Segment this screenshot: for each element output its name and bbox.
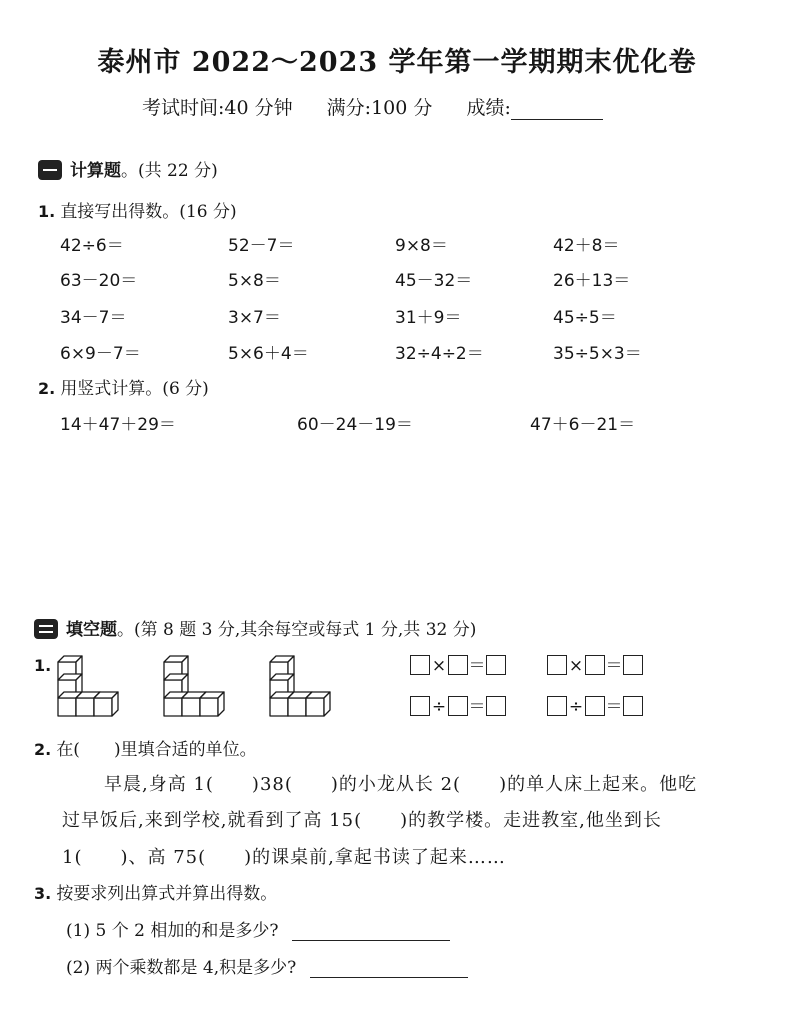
answer-box[interactable] [623, 655, 643, 675]
calc-item: 31＋9＝ [395, 308, 462, 328]
full-score: 满分:100 分 [326, 97, 433, 119]
s1-q1-title [38, 197, 237, 222]
calc-item: 52－7＝ [228, 236, 295, 256]
question-number: 1. [34, 656, 52, 675]
calc-item: 6×9－7＝ [60, 344, 141, 364]
question-text: 按要求列出算式并算出得数。 [56, 884, 278, 904]
section1-title: 计算题 [70, 161, 121, 181]
unit-cube [94, 692, 118, 716]
s2-q3-title [34, 879, 277, 904]
divide-sign: ÷ [431, 697, 447, 717]
calc-item: 32÷4÷2＝ [395, 344, 484, 364]
unit-cube [306, 692, 330, 716]
times-sign: × [431, 656, 447, 676]
answer-box[interactable] [410, 655, 430, 675]
section1-note: 。(共 22 分) [121, 161, 218, 181]
calc-item: 5×6＋4＝ [228, 344, 309, 364]
section2-note: 。(第 8 题 3 分,其余每空或每式 1 分,共 32 分) [117, 620, 477, 640]
calc-item: 45－32＝ [395, 271, 473, 291]
equals-sign: ＝ [468, 656, 486, 676]
sub-question-text: (1) 5 个 2 相加的和是多少? [66, 921, 279, 941]
answer-line[interactable] [310, 957, 468, 978]
exam-info [142, 93, 631, 120]
work-area[interactable] [40, 440, 760, 610]
answer-box[interactable] [623, 696, 643, 716]
section2-heading [34, 615, 476, 640]
calc-item: 3×7＝ [228, 308, 281, 328]
s1-q2-title [38, 374, 209, 399]
calc-item: 9×8＝ [395, 236, 448, 256]
s2-q2-title [34, 735, 257, 760]
cube-figure-3 [268, 648, 350, 718]
question-text: 直接写出得数。(16 分) [60, 202, 237, 222]
answer-box[interactable] [486, 696, 506, 716]
calc-item: 42÷6＝ [60, 236, 124, 256]
score-blank[interactable] [511, 99, 603, 120]
divide-sign: ÷ [568, 697, 584, 717]
calc-item: 34－7＝ [60, 308, 127, 328]
answer-box[interactable] [448, 696, 468, 716]
question-number: 1. [38, 202, 56, 221]
calc-item: 45÷5＝ [553, 308, 617, 328]
answer-line[interactable] [292, 920, 450, 941]
question-number: 3. [34, 884, 52, 903]
answer-box[interactable] [410, 696, 430, 716]
answer-box[interactable] [585, 696, 605, 716]
score-label: 成绩: [466, 97, 511, 119]
unit-cube [200, 692, 224, 716]
question-text: 用竖式计算。(6 分) [60, 379, 209, 399]
section2-title: 填空题 [66, 620, 117, 640]
calc-item: 26＋13＝ [553, 271, 631, 291]
calc-item: 35÷5×3＝ [553, 344, 642, 364]
cube-figure-1 [56, 648, 138, 718]
answer-box[interactable] [585, 655, 605, 675]
section-one-badge-icon [38, 160, 62, 180]
divide-equation-1 [410, 692, 506, 717]
calc-item: 42＋8＝ [553, 236, 620, 256]
question-text: 在( )里填合适的单位。 [56, 740, 257, 760]
equals-sign: ＝ [605, 697, 623, 717]
calc-item: 63－20＝ [60, 271, 138, 291]
section1-heading [38, 156, 218, 181]
question-number: 2. [38, 379, 56, 398]
calc-item: 5×8＝ [228, 271, 281, 291]
multiply-equation-2 [547, 651, 643, 676]
page-title: 泰州市 2022～2023 学年第一学期期末优化卷 [97, 47, 697, 78]
answer-box[interactable] [547, 696, 567, 716]
cube-figure-2 [162, 648, 244, 718]
section-two-badge-icon [34, 619, 58, 639]
vertical-calc-item: 14＋47＋29＝ [60, 415, 176, 435]
story-line-2: 过早饭后,来到学校,就看到了高 15( )的教学楼。走进教室,他坐到长 [62, 810, 662, 831]
sub-question-1 [66, 916, 450, 941]
vertical-calc-item: 60－24－19＝ [297, 415, 413, 435]
answer-box[interactable] [448, 655, 468, 675]
answer-box[interactable] [547, 655, 567, 675]
sub-question-text: (2) 两个乘数都是 4,积是多少? [66, 958, 297, 978]
equals-sign: ＝ [605, 656, 623, 676]
times-sign: × [568, 656, 584, 676]
equals-sign: ＝ [468, 697, 486, 717]
answer-box[interactable] [486, 655, 506, 675]
multiply-equation-1 [410, 651, 506, 676]
vertical-calc-item: 47＋6－21＝ [530, 415, 636, 435]
story-line-3: 1( )、高 75( )的课桌前,拿起书读了起来…… [62, 847, 506, 868]
sub-question-2 [66, 953, 468, 978]
question-number: 2. [34, 740, 52, 759]
exam-time: 考试时间:40 分钟 [142, 97, 293, 119]
divide-equation-2 [547, 692, 643, 717]
story-line-1: 早晨,身高 1( )38( )的小龙从长 2( )的单人床上起来。他吃 [104, 774, 698, 795]
